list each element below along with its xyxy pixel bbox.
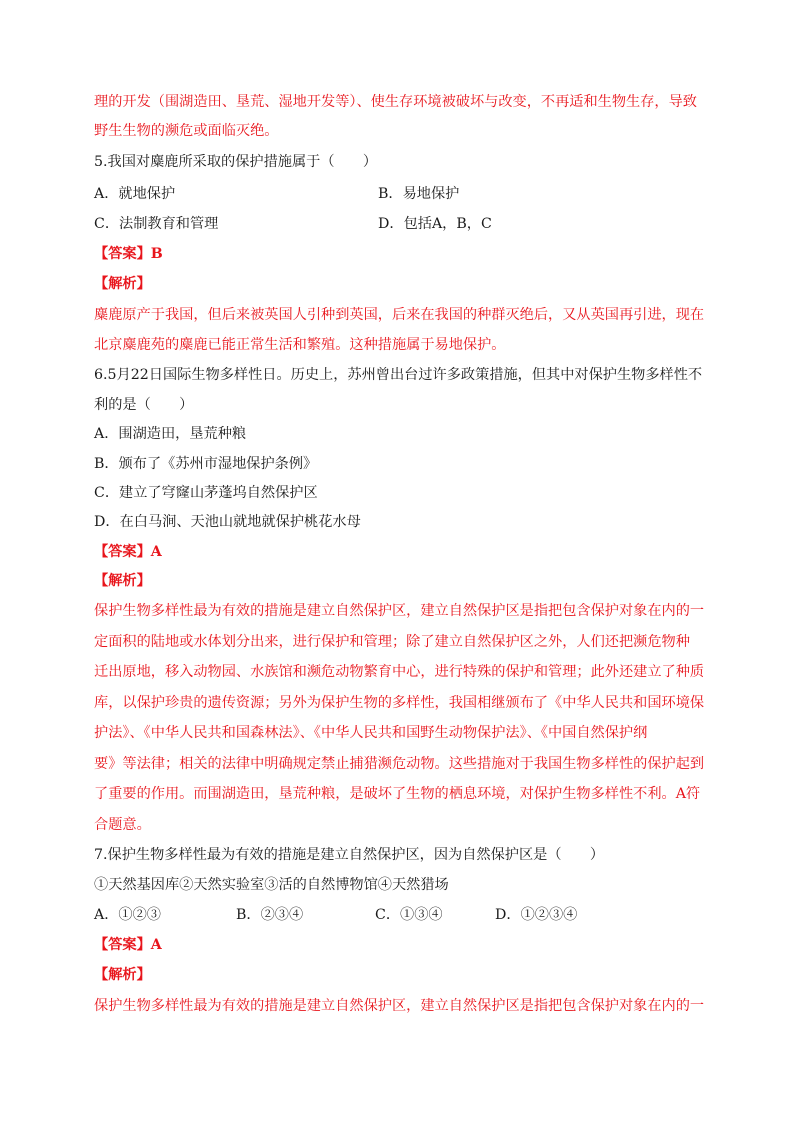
q7-option-a: A．①②③ <box>94 907 161 923</box>
q5-option-b: B．易地保护 <box>378 186 460 202</box>
q6-stem-line-2: 利的是（ ） <box>94 397 194 413</box>
q6-analysis-line-7: 了重要的作用。而围湖造田，垦荒种粮，是破坏了生物的栖息环境，对保护生物多样性不利。A符 <box>94 786 701 802</box>
q7-sub-items: ①天然基因库②天然实验室③活的自然博物馆④天然猎场 <box>94 877 449 893</box>
q5-analysis-line-1: 麋鹿原产于我国，但后来被英国人引种到英国，后来在我国的种群灭绝后，又从英国再引进，现在 <box>94 307 705 323</box>
q6-option-b: B．颁布了《苏州市湿地保护条例》 <box>94 456 318 472</box>
q6-analysis-line-3: 迁出原地，移入动物园、水族馆和濒危动物繁育中心，进行特殊的保护和管理；此外还建立了种质 <box>94 664 705 680</box>
q7-option-c: C．①③④ <box>375 907 443 923</box>
q6-option-c: C．建立了穹窿山茅蓬坞自然保护区 <box>94 485 318 501</box>
q7-option-d: D．①②③④ <box>495 907 578 923</box>
q5-analysis-label: 【解析】 <box>94 276 151 292</box>
q5-option-a: A．就地保护 <box>94 186 176 202</box>
q7-analysis-line-1: 保护生物多样性最为有效的措施是建立自然保护区，建立自然保护区是指把包含保护对象在内的一 <box>94 998 705 1014</box>
q7-answer: 【答案】A <box>94 937 162 953</box>
q5-answer: 【答案】B <box>94 246 163 262</box>
q6-analysis-line-5: 护法》、《中华人民共和国森林法》、《中华人民共和国野生动物保护法》、《中国自然保护纲 <box>94 725 648 741</box>
q6-option-d: D．在白马涧、天池山就地就保护桃花水母 <box>94 514 361 530</box>
q6-analysis-line-8: 合题意。 <box>94 817 151 833</box>
q6-option-a: A．围湖造田，垦荒种粮 <box>94 426 247 442</box>
prev-analysis-line-1: 理的开发（围湖造田、垦荒、湿地开发等）、使生存环境被破坏与改变，不再适和生物生存，导致 <box>94 94 697 110</box>
q7-analysis-label: 【解析】 <box>94 967 151 983</box>
q6-analysis-line-2: 定面积的陆地或水体划分出来，进行保护和管理；除了建立自然保护区之外，人们还把濒危物种 <box>94 634 690 650</box>
q5-option-c: C．法制教育和管理 <box>94 216 219 232</box>
q6-stem-line-1: 6.5月22日国际生物多样性日。历史上，苏州曾出台过许多政策措施，但其中对保护生物多样性不 <box>94 367 703 383</box>
q5-option-d: D．包括A，B，C <box>378 216 492 232</box>
q6-analysis-line-4: 库，以保护珍贵的遗传资源；另外为保护生物的多样性，我国相继颁布了《中华人民共和国环境保 <box>94 695 705 711</box>
q6-analysis-line-6: 要》等法律；相关的法律中明确规定禁止捕猎濒危动物。这些措施对于我国生物多样性的保护起到 <box>94 756 705 772</box>
q6-answer: 【答案】A <box>94 544 162 560</box>
q7-stem: 7.保护生物多样性最为有效的措施是建立自然保护区，因为自然保护区是（ ） <box>94 847 605 863</box>
q5-analysis-line-2: 北京麋鹿苑的麋鹿已能正常生活和繁殖。这种措施属于易地保护。 <box>94 337 506 353</box>
q5-stem: 5.我国对麋鹿所采取的保护措施属于（ ） <box>94 154 378 170</box>
q6-analysis-line-1: 保护生物多样性最为有效的措施是建立自然保护区，建立自然保护区是指把包含保护对象在内的一 <box>94 603 705 619</box>
q6-analysis-label: 【解析】 <box>94 573 151 589</box>
q7-option-b: B．②③④ <box>236 907 304 923</box>
prev-analysis-line-2: 野生生物的濒危或面临灭绝。 <box>94 123 279 139</box>
